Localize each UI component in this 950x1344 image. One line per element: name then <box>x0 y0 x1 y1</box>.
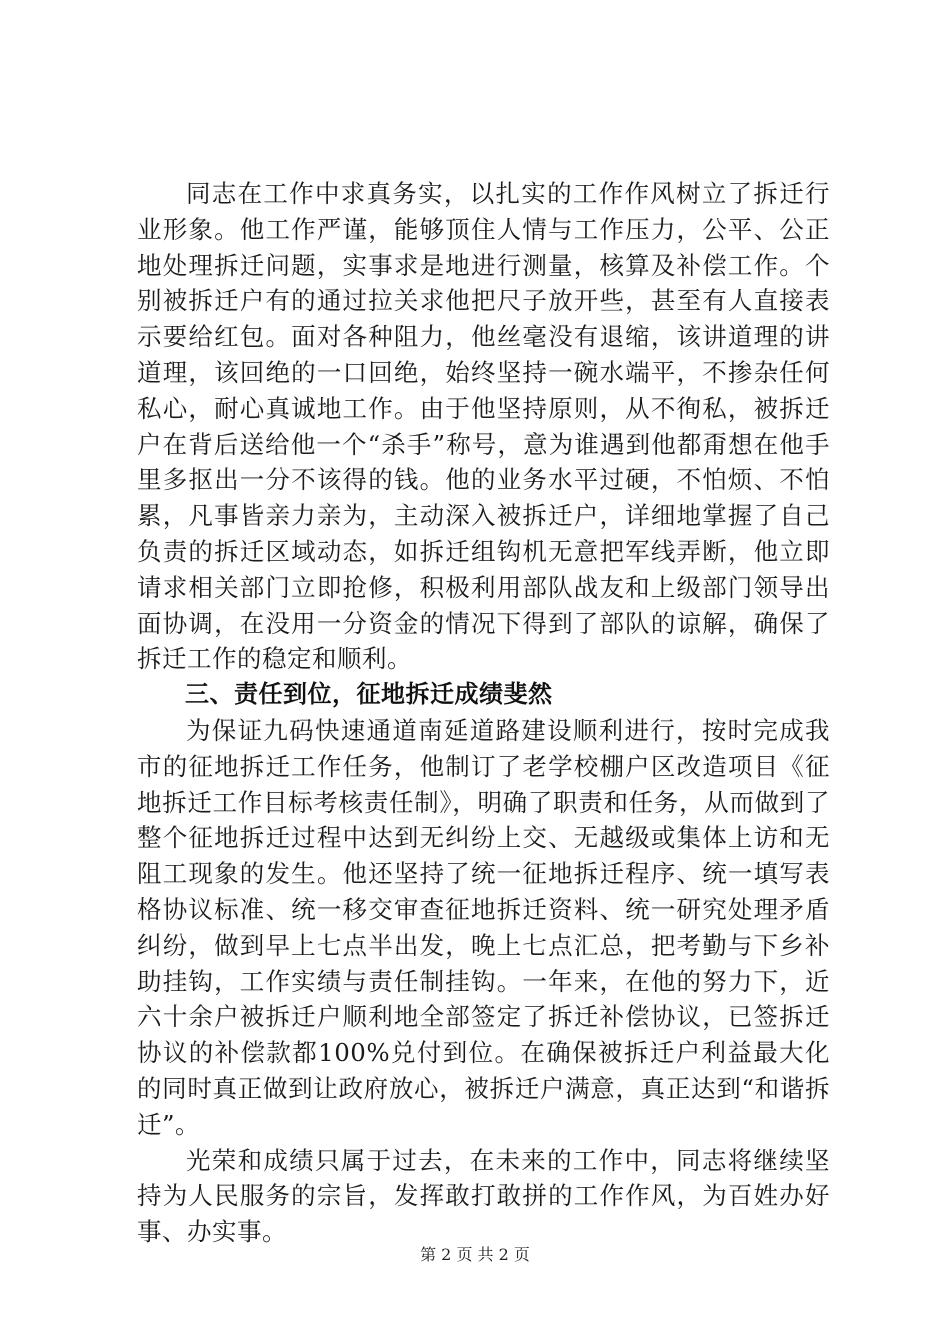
paragraph-land-acquisition: 为保证九码快速通道南延道路建设顺利进行，按时完成我市的征地拆迁工作任务，他制订了老学校棚户区改造项目《征地拆迁工作目标考核责任制》，明确了职责和任务，从而做到了整个征地拆迁过程中达到无纠纷上交、无越级或集体上访和无阻工现象的发生。他还坚持了统一征地拆迁程序、统一填写表格协议标准、统一移交审查征地拆迁资料、统一研究处理矛盾纠纷，做到早上七点半出发，晚上七点汇总，把考勤与下乡补助挂钩，工作实绩与责任制挂钩。一年来，在他的努力下，近六十余户被拆迁户顺利地全部签定了拆迁补偿协议，已签拆迁协议的补偿款都100%兑付到位。在确保被拆迁户利益最大化的同时真正做到让政府放心，被拆迁户满意，真正达到“和谐拆迁”。 <box>137 715 830 1139</box>
section-heading-3: 三、责任到位，征地拆迁成绩斐然 <box>185 680 553 709</box>
paragraph-conclusion: 光荣和成绩只属于过去，在未来的工作中，同志将继续坚持为人民服务的宗旨，发挥敢打敢拼的工作作风，为百姓办好事、办实事。 <box>137 1145 830 1247</box>
page-footer: 第 2 页 共 2 页 <box>420 1245 530 1264</box>
paragraph-work-style: 同志在工作中求真务实，以扎实的工作作风树立了拆迁行业形象。他工作严谨，能够顶住人情与工作压力，公平、公正地处理拆迁问题，实事求是地进行测量，核算及补偿工作。个别被拆迁户有的通过拉关求他把尺子放开些，甚至有人直接表示要给红包。面对各种阻力，他丝毫没有退缩，该讲道理的讲道理，该回绝的一口回绝，始终坚持一碗水端平，不掺杂任何私心，耐心真诚地工作。由于他坚持原则，从不徇私，被拆迁户在背后送给他一个“杀手”称号，意为谁遇到他都甭想在他手里多抠出一分不该得的钱。他的业务水平过硬，不怕烦、不怕累，凡事皆亲力亲为，主动深入被拆迁户，详细地掌握了自己负责的拆迁区域动态，如拆迁组钩机无意把军线弄断，他立即请求相关部门立即抢修，积极利用部队战友和上级部门领导出面协调，在没用一分资金的情况下得到了部队的谅解，确保了拆迁工作的稳定和顺利。 <box>137 179 830 674</box>
document-body <box>137 176 830 1250</box>
